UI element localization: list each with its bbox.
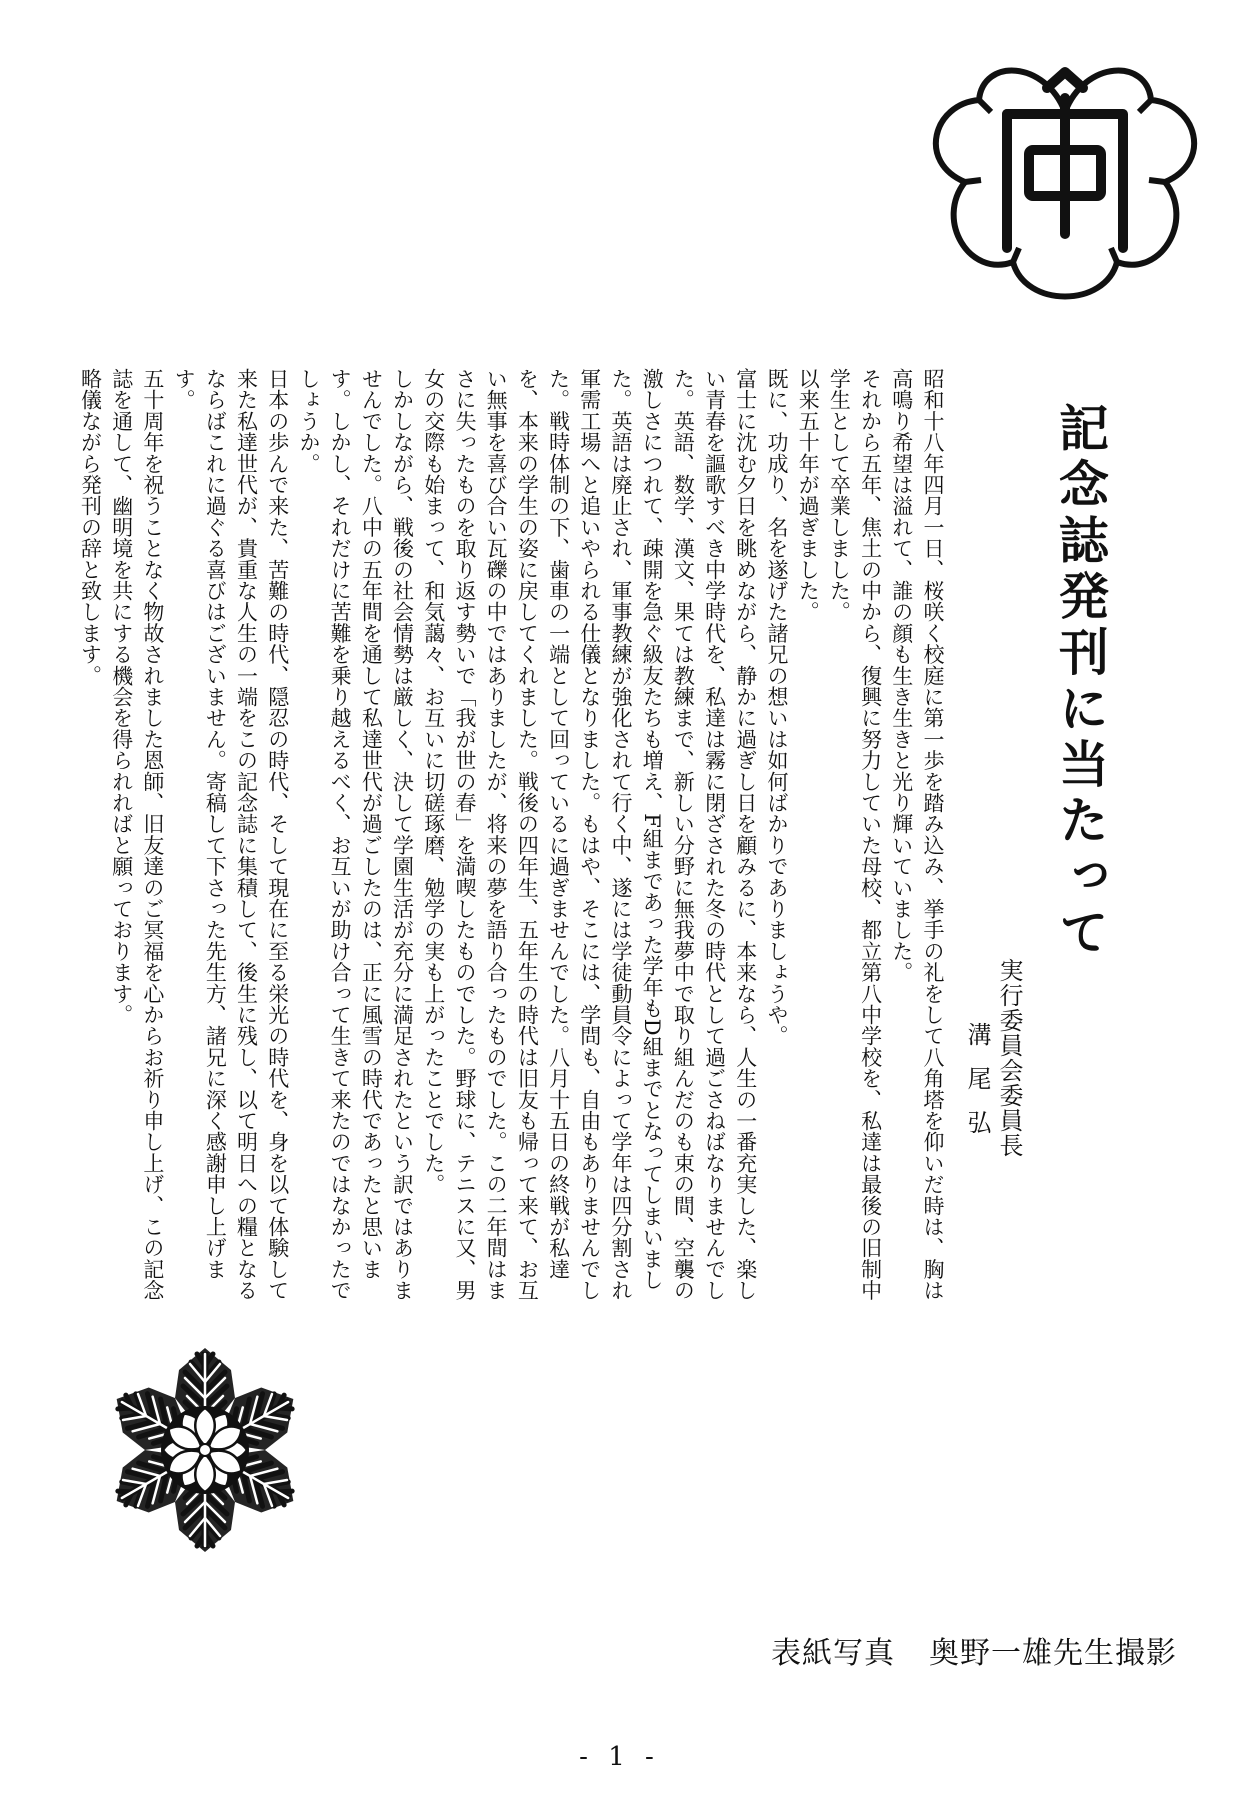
photo-credit [771, 1628, 1177, 1672]
school-emblem-sakura-icon [915, 20, 1215, 320]
body-paragraph: 昭和十八年四月一日、桜咲く校庭に第一歩を踏み込み、挙手の礼をして八角塔を仰いだ時は、胸は高鳴り希望は溢れて、誰の顔も生き生きと光り輝いていました。 [889, 368, 945, 1301]
body-paragraph: 五十周年を祝うことなく物故されました恩師、旧友達のご冥福を心からお祈り申し上げ、この記念誌を通して、幽明境を共にする機会を得られればと願っております。 [109, 368, 165, 1301]
snowflake-crest-icon [100, 1345, 310, 1555]
body-paragraph: 既に、功成り、名を遂げた諸兄の想いは如何ばかりでありましょうや。 [764, 368, 789, 1047]
body-paragraph: 日本の歩んで来た、苦難の時代、隠忍の時代、そして現在に至る栄光の時代を、身を以て体験して来た私達世代が、貴重な人生の一端をこの記念誌に集積して、後生に残し、以て明日への糧となるならばこれに過ぐる喜びはございません。寄稿して下さった先生方、諸兄に深く感謝申し上げます。 [172, 368, 290, 1301]
body-paragraph: 略儀ながら発刊の辞と致します。 [78, 368, 103, 686]
body-paragraph: しかしながら、戦後の社会情勢は厳しく、決して学園生活が充分に満足されたという訳ではありませんでした。八中の五年間を通して私達世代が過ごしたのは、正に風雪の時代であったと思います。しかし、それだけに苦難を乗り越えるべく、お互いが助け合って生きて来たのではなかったでしょうか。 [296, 368, 415, 1301]
body-paragraph: 富士に沈む夕日を眺めながら、静かに過ぎし日を顧みるに、本来なら、人生の一番充実した、楽しい青春を謳歌すべき中学時代を、私達は霧に閉ざされた冬の時代として過ごさねばなりませんでした。英語、数学、漢文、果ては教練まで、新しい分野に無我夢中で取り組んだのも束の間、空襲の激しさにつれて、疎開を急ぐ級友たちも増え、F組まであった学年もD組までとなってしまいました。英語は廃止され、軍事教練が強化されて行く中、遂には学徒動員令によって学年は四分割され軍需工場へと追いやられる仕儀となりました。もはや、そこには、学問も、自由もありませんでした。戦時体制の下、歯車の一端として回っているに過ぎませんでした。八月十五日の終戦が私達を、本来の学生の姿に戻してくれました。戦後の四年生、五年生の時代は旧友も帰って来て、お互い無事を喜び合い瓦礫の中ではありましたが、将来の夢を語り合ったものでした。この二年間はまさに失ったものを取り返す勢いで「我が世の春」を満喫したものでした。野球に、テニスに又、男女の交際も始まって、和気藹々、お互いに切磋琢磨、勉学の実も上がったことでした。 [421, 368, 758, 1301]
body-paragraph: それから五年、焦土の中から、復興に努力していた母校、都立第八中学校を、私達は最後の旧制中学生として卒業しました。 [827, 368, 883, 1301]
page-number: - 1 - [579, 1742, 660, 1772]
body-text [78, 368, 948, 1308]
photo-credit-label: 表紙写真 [771, 1636, 895, 1671]
author-name: 溝尾弘 [963, 1022, 991, 1154]
page-title: 記念誌発刊に当たって [1051, 402, 1110, 962]
emblem-character: 中 [1065, 170, 1066, 171]
author-role: 実行委員会委員長 [995, 958, 1023, 1158]
body-paragraph: 以来五十年が過ぎました。 [796, 368, 821, 623]
photo-credit-text: 奥野一雄先生撮影 [929, 1636, 1177, 1671]
